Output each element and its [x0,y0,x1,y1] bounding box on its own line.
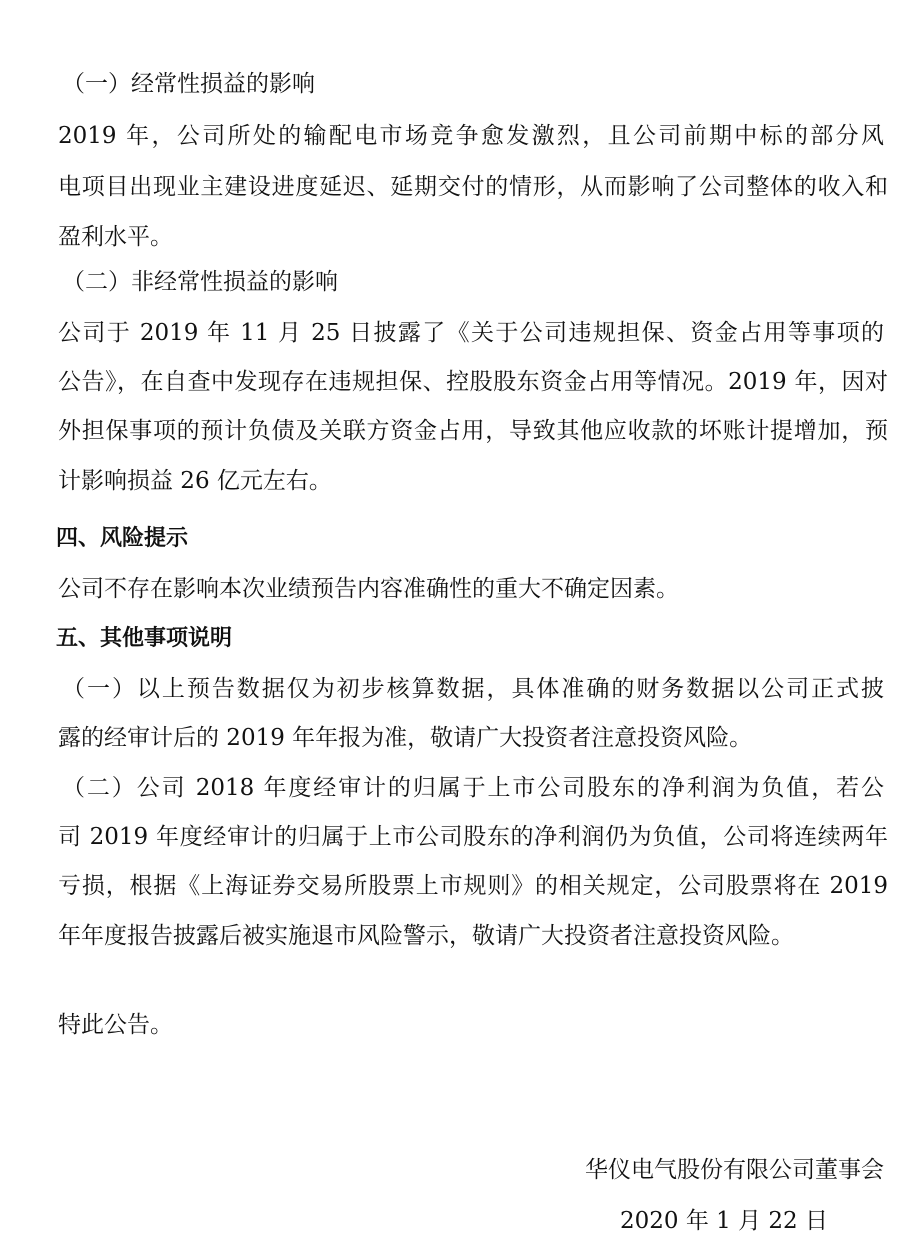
closing-text: 特此公告。 [58,1012,173,1038]
paragraph-line: 公告》，在自查中发现存在违规担保、控股股东资金占用等情况。2019 年，因对 [58,369,888,395]
subsection-title: （一）经常性损益的影响 [62,71,315,97]
paragraph-line: 公司不存在影响本次业绩预告内容准确性的重大不确定因素。 [58,576,679,602]
paragraph-line: 年年度报告披露后被实施退市风险警示，敬请广大投资者注意投资风险。 [58,923,794,949]
section-heading: 四、风险提示 [56,526,189,551]
section-heading: 五、其他事项说明 [56,626,233,651]
paragraph-line: （二）公司 2018 年度经审计的归属于上市公司股东的净利润为负值，若公 [62,775,884,801]
paragraph-line: 外担保事项的预计负债及关联方资金占用，导致其他应收款的坏账计提增加，预 [58,418,888,444]
paragraph-line: 露的经审计后的 2019 年年报为准，敬请广大投资者注意投资风险。 [58,725,753,751]
signature-date: 2020 年 1 月 22 日 [620,1208,828,1234]
paragraph-line: 公司于 2019 年 11 月 25 日披露了《关于公司违规担保、资金占用等事项的 [58,320,884,346]
paragraph-line: 司 2019 年度经审计的归属于上市公司股东的净利润仍为负值，公司将连续两年 [58,824,888,850]
paragraph-line: 计影响损益 26 亿元左右。 [58,468,332,494]
subsection-title: （二）非经常性损益的影响 [62,269,338,295]
paragraph-line: 盈利水平。 [58,224,173,250]
paragraph-line: 电项目出现业主建设进度延迟、延期交付的情形，从而影响了公司整体的收入和 [58,174,888,200]
paragraph-line: 2019 年，公司所处的输配电市场竞争愈发激烈，且公司前期中标的部分风 [58,123,884,149]
signature-company: 华仪电气股份有限公司董事会 [585,1157,884,1183]
paragraph-line: （一）以上预告数据仅为初步核算数据，具体准确的财务数据以公司正式披 [62,676,884,702]
paragraph-line: 亏损，根据《上海证券交易所股票上市规则》的相关规定，公司股票将在 2019 [58,873,888,899]
